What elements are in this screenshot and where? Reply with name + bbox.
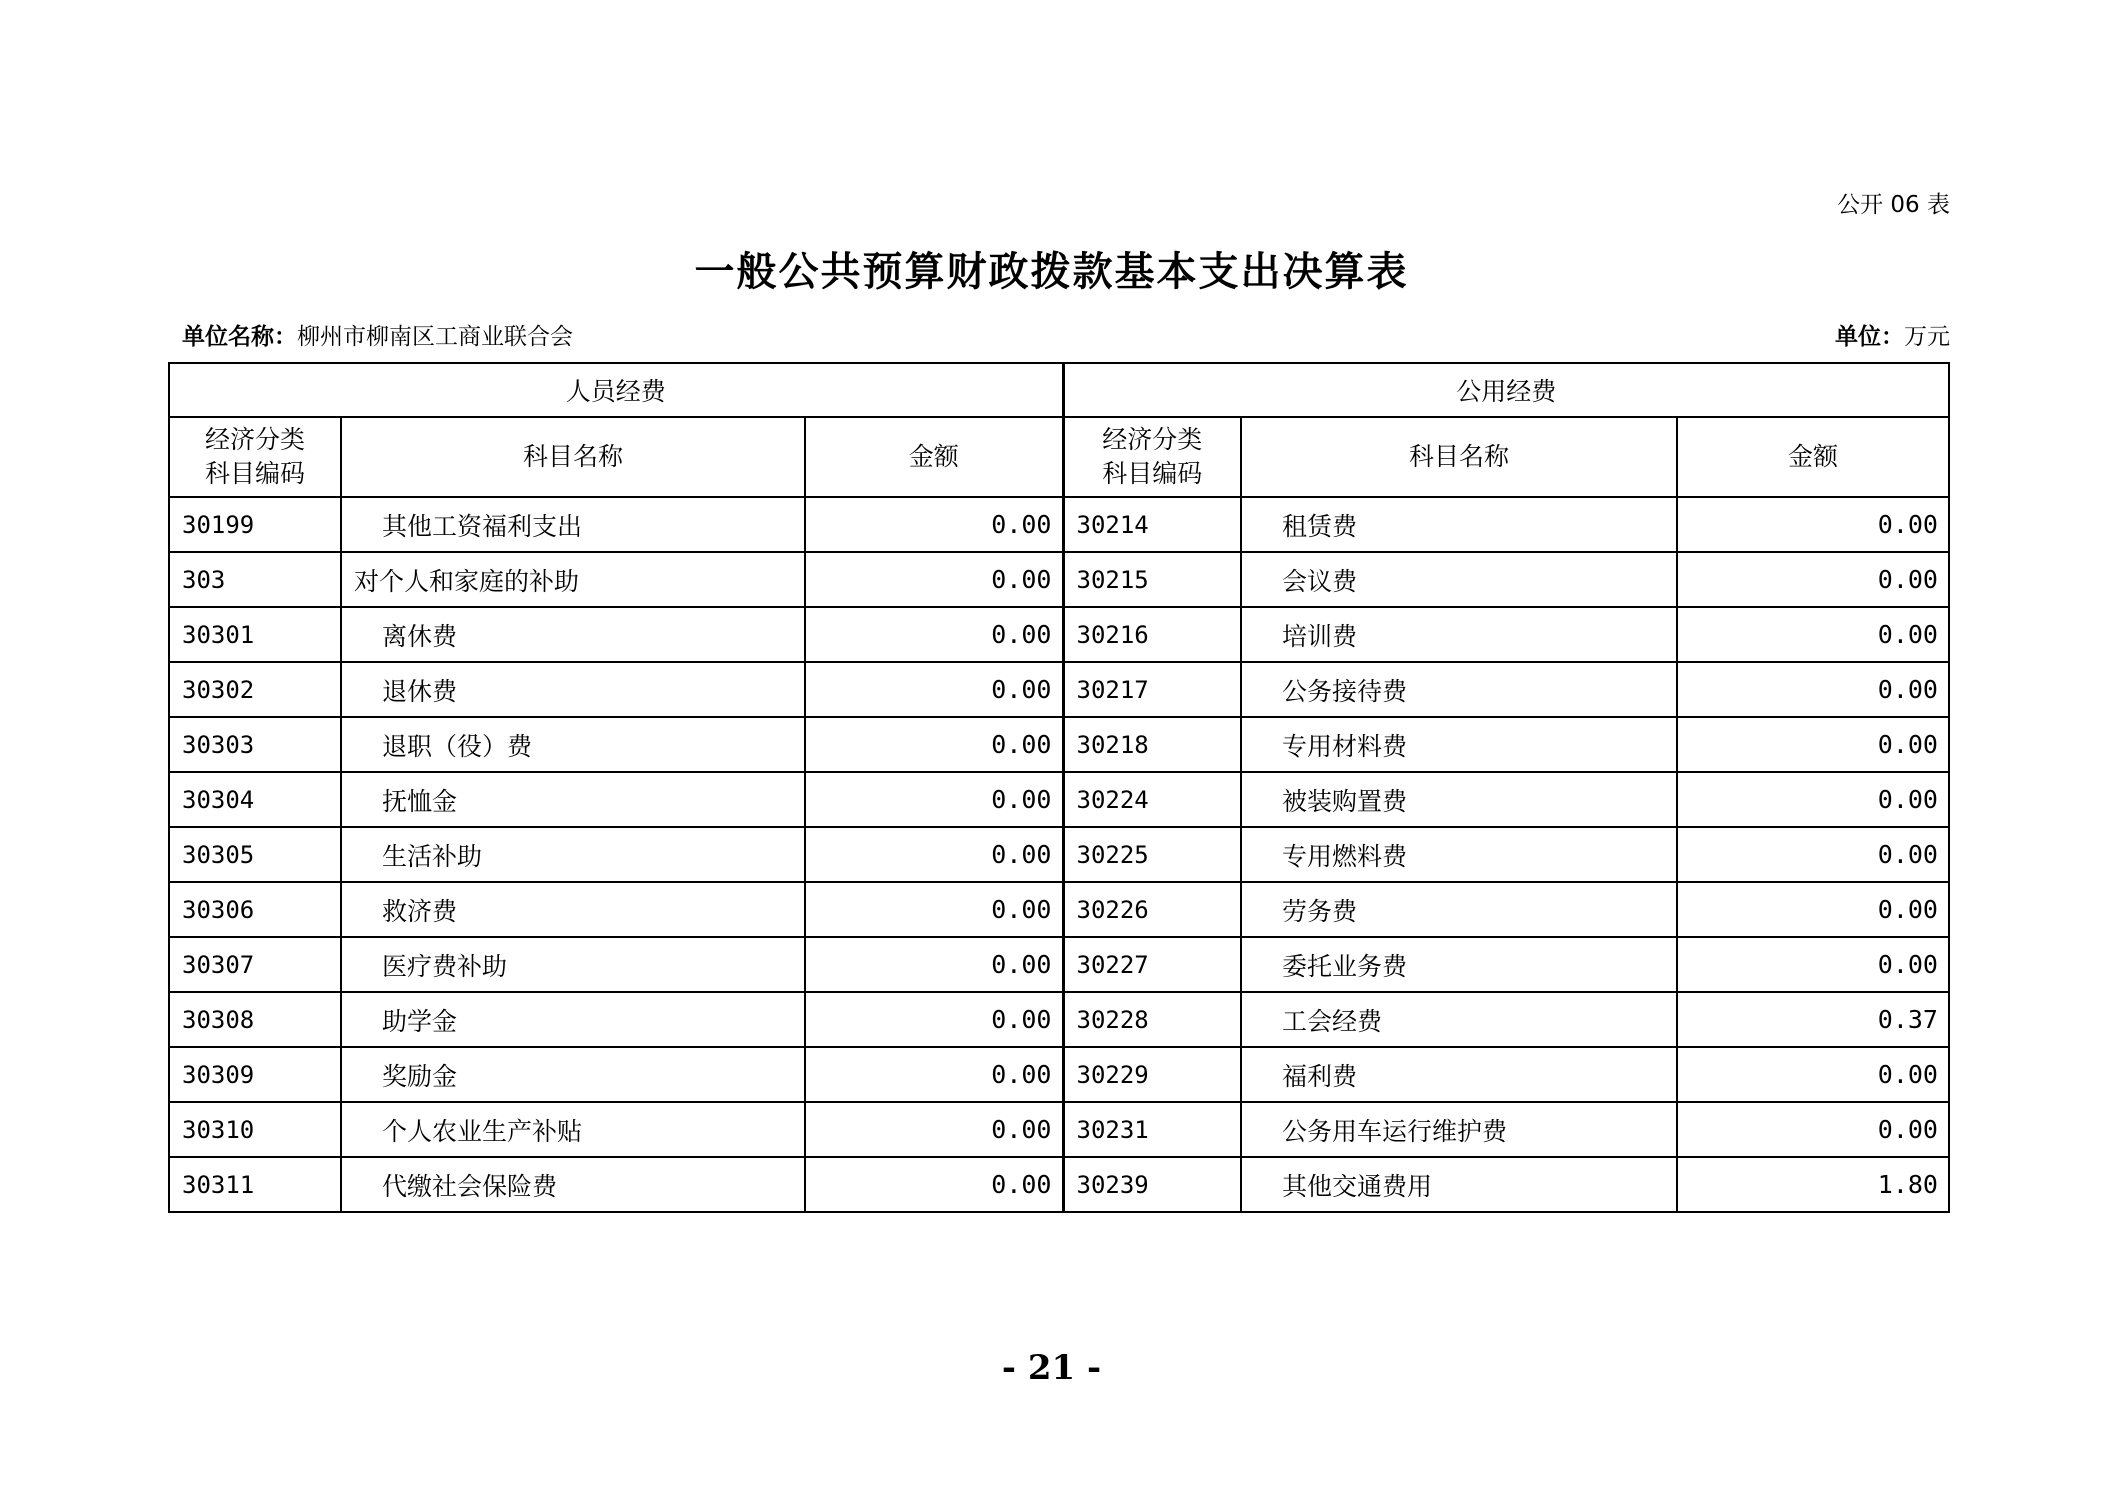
left-code-cell: 303 bbox=[169, 552, 341, 607]
table-row bbox=[169, 1047, 1949, 1102]
left-amount-cell: 0.00 bbox=[805, 937, 1063, 992]
group-public: 公用经费 bbox=[1063, 363, 1949, 417]
header-amount-left: 金额 bbox=[805, 417, 1063, 497]
right-amount-cell: 0.00 bbox=[1677, 552, 1949, 607]
right-name-cell: 被装购置费 bbox=[1241, 772, 1677, 827]
left-name-cell: 对个人和家庭的补助 bbox=[341, 552, 805, 607]
currency-unit-label: 单位： bbox=[1835, 324, 1904, 350]
right-code-cell: 30224 bbox=[1063, 772, 1241, 827]
group-personnel: 人员经费 bbox=[169, 363, 1063, 417]
right-code-cell: 30225 bbox=[1063, 827, 1241, 882]
left-amount-cell: 0.00 bbox=[805, 552, 1063, 607]
table-row bbox=[169, 717, 1949, 772]
right-amount-cell: 1.80 bbox=[1677, 1157, 1949, 1212]
right-amount-cell: 0.00 bbox=[1677, 1047, 1949, 1102]
right-name-cell: 租赁费 bbox=[1241, 497, 1677, 552]
right-amount-cell: 0.37 bbox=[1677, 992, 1949, 1047]
left-code-cell: 30311 bbox=[169, 1157, 341, 1212]
right-code-cell: 30227 bbox=[1063, 937, 1241, 992]
table-row bbox=[169, 1157, 1949, 1212]
left-name-cell: 退职（役）费 bbox=[341, 717, 805, 772]
left-code-cell: 30306 bbox=[169, 882, 341, 937]
left-name-cell: 个人农业生产补贴 bbox=[341, 1102, 805, 1157]
right-code-cell: 30217 bbox=[1063, 662, 1241, 717]
header-name-right: 科目名称 bbox=[1241, 417, 1677, 497]
left-amount-cell: 0.00 bbox=[805, 1047, 1063, 1102]
right-amount-cell: 0.00 bbox=[1677, 772, 1949, 827]
left-code-cell: 30310 bbox=[169, 1102, 341, 1157]
left-amount-cell: 0.00 bbox=[805, 1102, 1063, 1157]
left-code-cell: 30199 bbox=[169, 497, 341, 552]
right-amount-cell: 0.00 bbox=[1677, 827, 1949, 882]
left-name-cell: 奖励金 bbox=[341, 1047, 805, 1102]
right-code-cell: 30218 bbox=[1063, 717, 1241, 772]
right-name-cell: 劳务费 bbox=[1241, 882, 1677, 937]
right-name-cell: 公务接待费 bbox=[1241, 662, 1677, 717]
table-row bbox=[169, 552, 1949, 607]
right-code-cell: 30239 bbox=[1063, 1157, 1241, 1212]
right-code-cell: 30231 bbox=[1063, 1102, 1241, 1157]
table-row bbox=[169, 662, 1949, 717]
left-amount-cell: 0.00 bbox=[805, 772, 1063, 827]
form-number: 公开 06 表 bbox=[1837, 192, 1950, 218]
right-amount-cell: 0.00 bbox=[1677, 717, 1949, 772]
left-amount-cell: 0.00 bbox=[805, 497, 1063, 552]
left-code-cell: 30305 bbox=[169, 827, 341, 882]
right-name-cell: 培训费 bbox=[1241, 607, 1677, 662]
right-amount-cell: 0.00 bbox=[1677, 497, 1949, 552]
right-code-cell: 30215 bbox=[1063, 552, 1241, 607]
right-amount-cell: 0.00 bbox=[1677, 937, 1949, 992]
right-name-cell: 会议费 bbox=[1241, 552, 1677, 607]
left-amount-cell: 0.00 bbox=[805, 717, 1063, 772]
expenditure-table bbox=[168, 362, 1950, 1213]
right-amount-cell: 0.00 bbox=[1677, 607, 1949, 662]
table-row bbox=[169, 772, 1949, 827]
column-header-row bbox=[169, 417, 1949, 497]
right-code-cell: 30226 bbox=[1063, 882, 1241, 937]
left-name-cell: 救济费 bbox=[341, 882, 805, 937]
table-row bbox=[169, 607, 1949, 662]
right-name-cell: 其他交通费用 bbox=[1241, 1157, 1677, 1212]
left-code-cell: 30301 bbox=[169, 607, 341, 662]
left-amount-cell: 0.00 bbox=[805, 662, 1063, 717]
left-code-cell: 30304 bbox=[169, 772, 341, 827]
table-row bbox=[169, 1102, 1949, 1157]
header-code-right: 经济分类 科目编码 bbox=[1063, 417, 1241, 497]
left-code-cell: 30307 bbox=[169, 937, 341, 992]
table-row bbox=[169, 827, 1949, 882]
table-row bbox=[169, 992, 1949, 1047]
table-row bbox=[169, 497, 1949, 552]
right-name-cell: 委托业务费 bbox=[1241, 937, 1677, 992]
right-code-cell: 30216 bbox=[1063, 607, 1241, 662]
right-code-cell: 30228 bbox=[1063, 992, 1241, 1047]
page-number: - 21 - bbox=[1001, 1348, 1102, 1388]
header-amount-right: 金额 bbox=[1677, 417, 1949, 497]
table-row bbox=[169, 937, 1949, 992]
left-code-cell: 30302 bbox=[169, 662, 341, 717]
right-code-cell: 30214 bbox=[1063, 497, 1241, 552]
left-name-cell: 其他工资福利支出 bbox=[341, 497, 805, 552]
left-name-cell: 抚恤金 bbox=[341, 772, 805, 827]
right-amount-cell: 0.00 bbox=[1677, 662, 1949, 717]
currency-unit bbox=[1835, 318, 1950, 351]
right-name-cell: 工会经费 bbox=[1241, 992, 1677, 1047]
table-row bbox=[169, 882, 1949, 937]
unit-name-label: 单位名称： bbox=[182, 324, 297, 350]
group-header-row bbox=[169, 363, 1949, 417]
left-code-cell: 30309 bbox=[169, 1047, 341, 1102]
right-name-cell: 福利费 bbox=[1241, 1047, 1677, 1102]
left-code-cell: 30308 bbox=[169, 992, 341, 1047]
left-name-cell: 助学金 bbox=[341, 992, 805, 1047]
left-name-cell: 生活补助 bbox=[341, 827, 805, 882]
left-amount-cell: 0.00 bbox=[805, 992, 1063, 1047]
left-amount-cell: 0.00 bbox=[805, 827, 1063, 882]
left-amount-cell: 0.00 bbox=[805, 1157, 1063, 1212]
left-name-cell: 代缴社会保险费 bbox=[341, 1157, 805, 1212]
right-code-cell: 30229 bbox=[1063, 1047, 1241, 1102]
unit-name-value: 柳州市柳南区工商业联合会 bbox=[297, 324, 573, 350]
left-amount-cell: 0.00 bbox=[805, 882, 1063, 937]
currency-unit-value: 万元 bbox=[1904, 324, 1950, 350]
unit-info-row bbox=[182, 318, 1950, 350]
left-code-cell: 30303 bbox=[169, 717, 341, 772]
unit-name bbox=[182, 318, 573, 351]
right-name-cell: 专用燃料费 bbox=[1241, 827, 1677, 882]
right-amount-cell: 0.00 bbox=[1677, 882, 1949, 937]
left-name-cell: 退休费 bbox=[341, 662, 805, 717]
left-name-cell: 离休费 bbox=[341, 607, 805, 662]
left-name-cell: 医疗费补助 bbox=[341, 937, 805, 992]
right-name-cell: 专用材料费 bbox=[1241, 717, 1677, 772]
header-code-left: 经济分类 科目编码 bbox=[169, 417, 341, 497]
left-amount-cell: 0.00 bbox=[805, 607, 1063, 662]
right-name-cell: 公务用车运行维护费 bbox=[1241, 1102, 1677, 1157]
right-amount-cell: 0.00 bbox=[1677, 1102, 1949, 1157]
page-title: 一般公共预算财政拨款基本支出决算表 bbox=[694, 248, 1409, 295]
header-name-left: 科目名称 bbox=[341, 417, 805, 497]
